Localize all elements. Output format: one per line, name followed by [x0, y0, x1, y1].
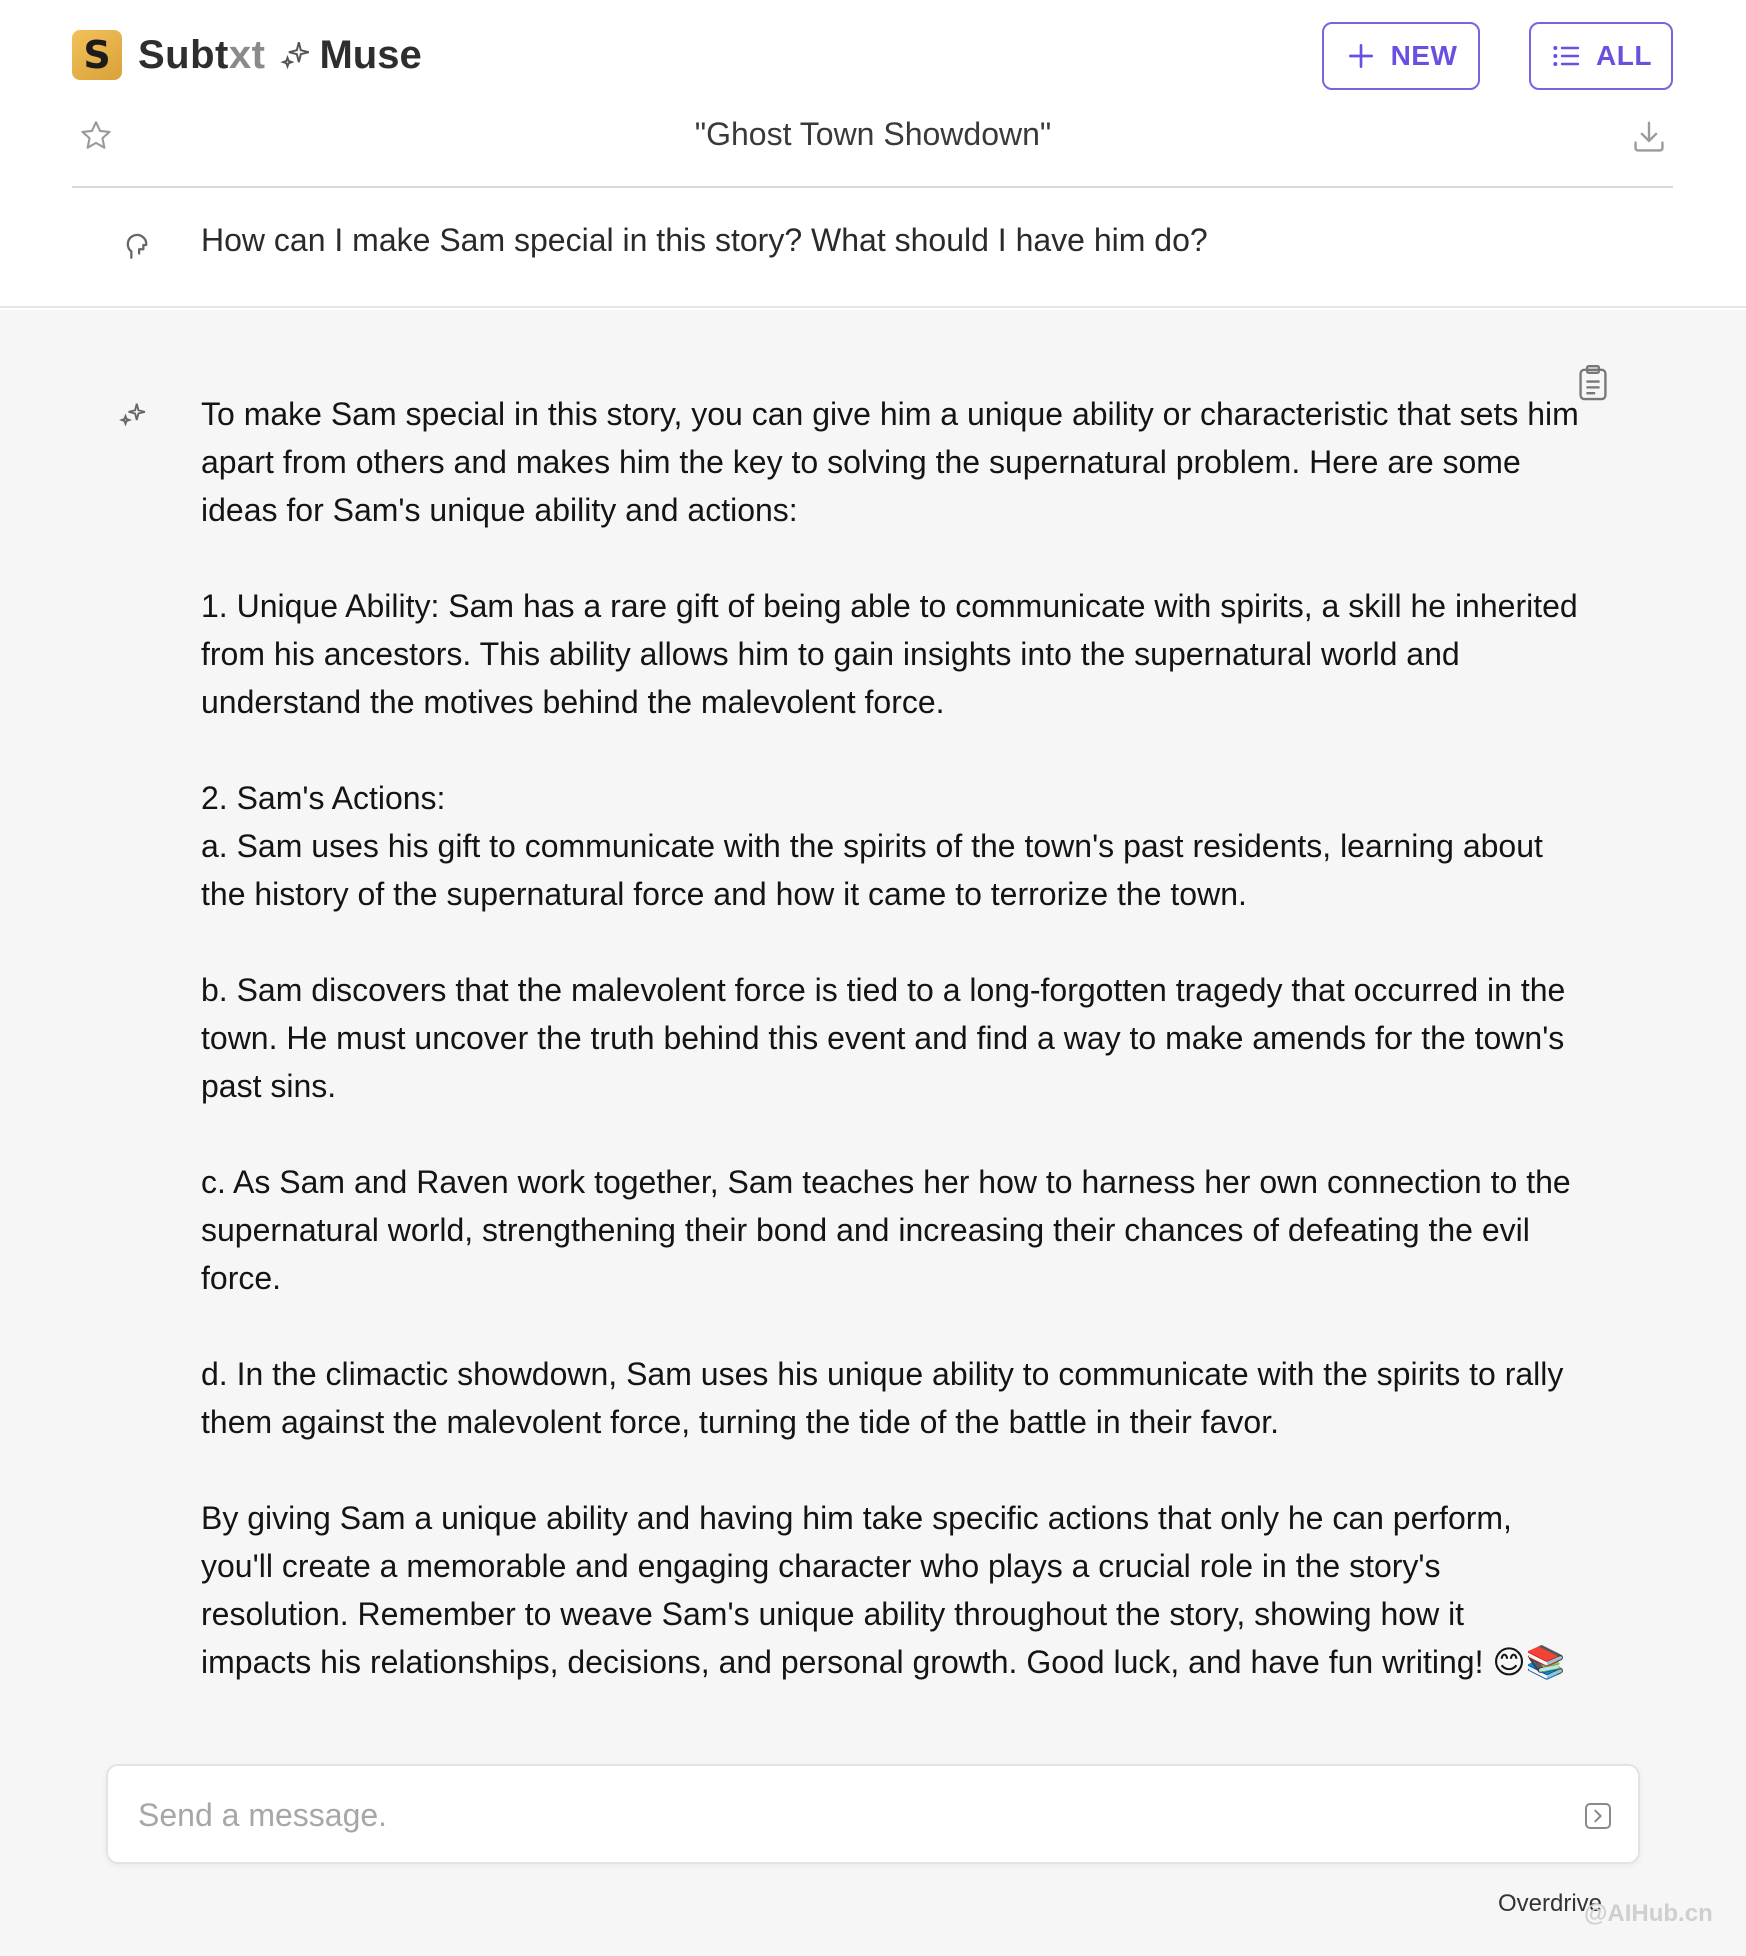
product-name: Muse: [319, 32, 422, 77]
user-message: How can I make Sam special in this story? What should I have him do?: [201, 222, 1208, 258]
story-title: "Ghost Town Showdown": [694, 116, 1052, 152]
brand[interactable]: [72, 30, 422, 80]
response-paragraph: 1. Unique Ability: Sam has a rare gift of being able to communicate with spirits, a skill he inherited from his ancestors. This ability allows him to gain insights into the supernatural world and understand the motives behind the malevolent force.: [201, 588, 1578, 720]
plus-icon: [1345, 40, 1377, 72]
sparkle-icon: [279, 38, 313, 72]
header: [0, 0, 1746, 308]
all-button[interactable]: [1529, 22, 1673, 90]
download-icon[interactable]: [1630, 118, 1668, 156]
response-paragraph: a. Sam uses his gift to communicate with the spirits of the town's past residents, learning about the history of the supernatural force and how it came to terrorize the town.: [201, 828, 1543, 912]
response-paragraph: To make Sam special in this story, you can give him a unique ability or characteristic that sets him apart from others and makes him the key to solving the supernatural problem. Here are some ideas for Sam's unique ability and actions:: [201, 396, 1579, 528]
send-icon[interactable]: [1582, 1800, 1614, 1832]
response-paragraph: d. In the climactic showdown, Sam uses his unique ability to communicate with the spirits to rally them against the malevolent force, turning the tide of the battle in their favor.: [201, 1356, 1564, 1440]
response-paragraph: c. As Sam and Raven work together, Sam teaches her how to harness her own connection to the supernatural world, strengthening their bond and increasing their chances of defeating the evil force.: [201, 1164, 1571, 1296]
mode-label[interactable]: Overdrive: [1498, 1890, 1603, 1917]
all-button-label: ALL: [1596, 40, 1652, 71]
watermark: @AIHub.cn: [1584, 1900, 1713, 1927]
new-button-label: NEW: [1390, 40, 1458, 71]
response-paragraph: By giving Sam a unique ability and having him take specific actions that only he can perform, you'll create a memorable and engaging character who plays a crucial role in the story's resolution. Remember to weave Sam's unique ability throughout the story, showing how it impacts his relationships, decisions, and personal growth. Good luck, and have fun writing! 😊📚: [201, 1500, 1566, 1680]
brand-name-main: Subt: [138, 32, 229, 77]
list-icon: [1550, 40, 1582, 72]
response-paragraph: b. Sam discovers that the malevolent force is tied to a long-forgotten tragedy that occurred in the town. He must uncover the truth behind this event and find a way to make amends for the town's past sins.: [201, 972, 1566, 1104]
message-input[interactable]: [138, 1790, 1538, 1840]
clipboard-icon[interactable]: [1576, 364, 1610, 402]
header-divider: [72, 186, 1673, 188]
user-head-icon: [120, 228, 154, 262]
brand-name: [138, 33, 265, 78]
message-composer: [106, 1764, 1640, 1864]
response-text: [201, 390, 1581, 1686]
sparkle-icon: [118, 400, 148, 430]
brand-name-accent: xt: [228, 32, 266, 77]
assistant-response: [0, 310, 1746, 1956]
logo-icon: S: [72, 30, 122, 80]
response-paragraph: 2. Sam's Actions:: [201, 780, 446, 816]
new-button[interactable]: [1322, 22, 1480, 90]
